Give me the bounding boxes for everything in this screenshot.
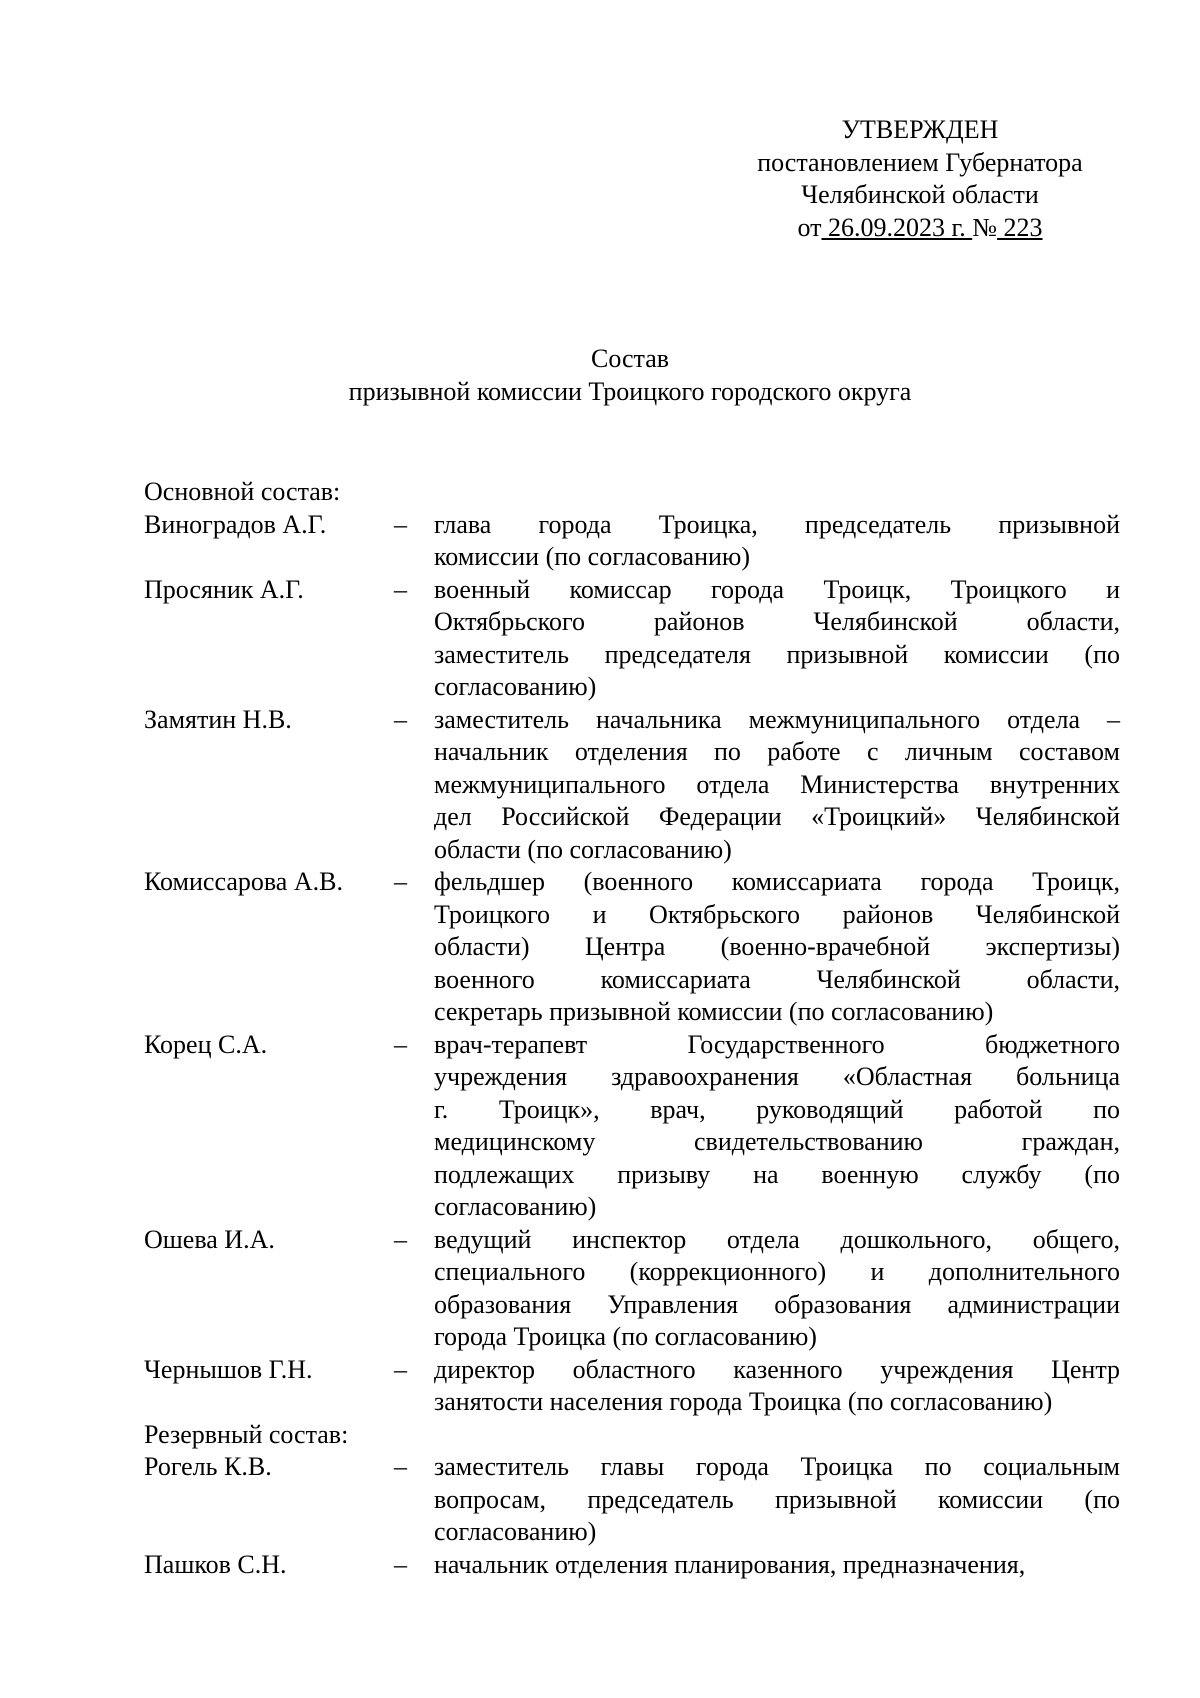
document-title [0,343,1200,408]
member-row [144,1549,1120,1582]
member-row [144,1224,1120,1354]
member-dash: – [394,1029,407,1059]
member-description-line: согласованию) [434,1192,597,1221]
member-description-line: дел Российской Федерации «Троицкий» Челябинской [434,802,1120,831]
member-description [434,704,1120,867]
approval-date-line [700,212,1140,245]
member-description-line: глава города Троицка, председатель призывной [434,509,1120,539]
member-description-line: врач-терапевт Государственного бюджетного [434,1029,1120,1059]
member-description [434,1549,1120,1582]
member-dash: – [394,1224,407,1254]
member-description-line: занятости населения города Троицка (по согласованию) [434,1387,1053,1416]
approval-line-region: Челябинской области [801,180,1039,209]
member-name: Рогель К.В. [144,1452,272,1481]
member-description-line: области (по согласованию) [434,834,732,864]
member-description-line: Троицкого и Октябрьского районов Челябинской [434,899,1120,929]
member-dash: – [394,1549,407,1579]
title-line-1: Состав [590,344,670,373]
member-description-line: заместитель председателя призывной комиссии (по [434,639,1120,669]
member-description [434,1451,1120,1549]
member-row [144,509,1120,574]
member-description-line: согласованию) [434,672,597,701]
member-dash: – [394,1354,407,1384]
member-description-line: согласованию) [434,1517,597,1546]
member-description [434,1029,1120,1224]
title-line-2: призывной комиссии Троицкого городского округа [348,376,912,406]
member-description-line: медицинскому свидетельствованию граждан, [434,1127,1120,1156]
member-name: Комиссарова А.В. [144,867,343,896]
member-description [434,1354,1120,1419]
main-composition-heading: Основной состав: [144,477,341,506]
member-description [434,509,1120,574]
member-row [144,866,1120,1029]
member-name: Чернышов Г.Н. [144,1354,313,1384]
member-description-line: комиссии (по согласованию) [434,542,750,571]
member-name: Замятин Н.В. [144,704,292,734]
member-row [144,574,1120,704]
approval-number-prefix: № [972,212,998,242]
member-row [144,704,1120,867]
reserve-composition-heading: Резервный состав: [144,1419,349,1449]
member-dash: – [394,574,407,604]
member-dash: – [394,704,407,734]
member-description-line: г. Троицк», врач, руководящий работой по [434,1094,1120,1124]
member-description [434,866,1120,1029]
member-name: Ошева И.А. [144,1224,275,1254]
main-members-group [144,509,1120,1419]
member-name: Виноградов А.Г. [144,509,327,539]
member-description [434,574,1120,704]
member-description-line: области) Центра (военно-врачебной экспертизы) [434,932,1120,961]
reserve-members-group [144,1451,1120,1581]
member-description-line: секретарь призывной комиссии (по согласованию) [434,997,994,1026]
member-name: Просяник А.Г. [144,574,304,604]
member-description [434,1224,1120,1354]
member-name: Корец С.А. [144,1029,268,1059]
member-description-line: заместитель начальника межмуниципального отдела – [434,704,1120,734]
member-description-line: учреждения здравоохранения «Областная больница [434,1062,1120,1091]
member-description-line: военный комиссар города Троицк, Троицкого и [434,574,1120,604]
member-row [144,1029,1120,1224]
member-description-line: начальник отделения планирования, предназначения, [434,1549,1026,1579]
member-row [144,1354,1120,1419]
member-dash: – [394,509,407,539]
member-description-line: фельдшер (военного комиссариата города Троицк, [434,867,1120,896]
member-description-line: вопросам, председатель призывной комиссии (по [434,1484,1120,1514]
approval-date-prefix: от [797,212,822,242]
member-description-line: специального (коррекционного) и дополнительного [434,1257,1120,1286]
approval-line-decree: постановлением Губернатора [757,147,1083,177]
member-description-line: подлежащих призыву на военную службу (по [434,1159,1120,1189]
approval-number-value: 223 [997,212,1043,242]
member-description-line: ведущий инспектор отдела дошкольного, общего, [434,1224,1120,1254]
member-dash: – [394,1452,407,1481]
approval-date-value: 26.09.2023 г. [821,212,973,242]
member-description-line: межмуниципального отдела Министерства внутренних [434,769,1120,799]
member-description-line: директор областного казенного учреждения Центр [434,1354,1120,1384]
member-description-line: города Троицка (по согласованию) [434,1322,817,1351]
approval-stamp-block [700,114,1140,244]
member-description-line: заместитель главы города Троицка по социальным [434,1452,1120,1481]
commission-members-list [144,476,1120,1581]
member-row [144,1451,1120,1549]
member-description-line: Октябрьского районов Челябинской области, [434,607,1120,636]
member-description-line: начальник отделения по работе с личным составом [434,737,1120,766]
member-description-line: образования Управления образования администрации [434,1289,1120,1319]
approval-heading: УТВЕРЖДЕН [841,115,999,144]
member-name: Пашков С.Н. [144,1549,287,1579]
member-dash: – [394,867,407,896]
member-description-line: военного комиссариата Челябинской области, [434,964,1120,994]
